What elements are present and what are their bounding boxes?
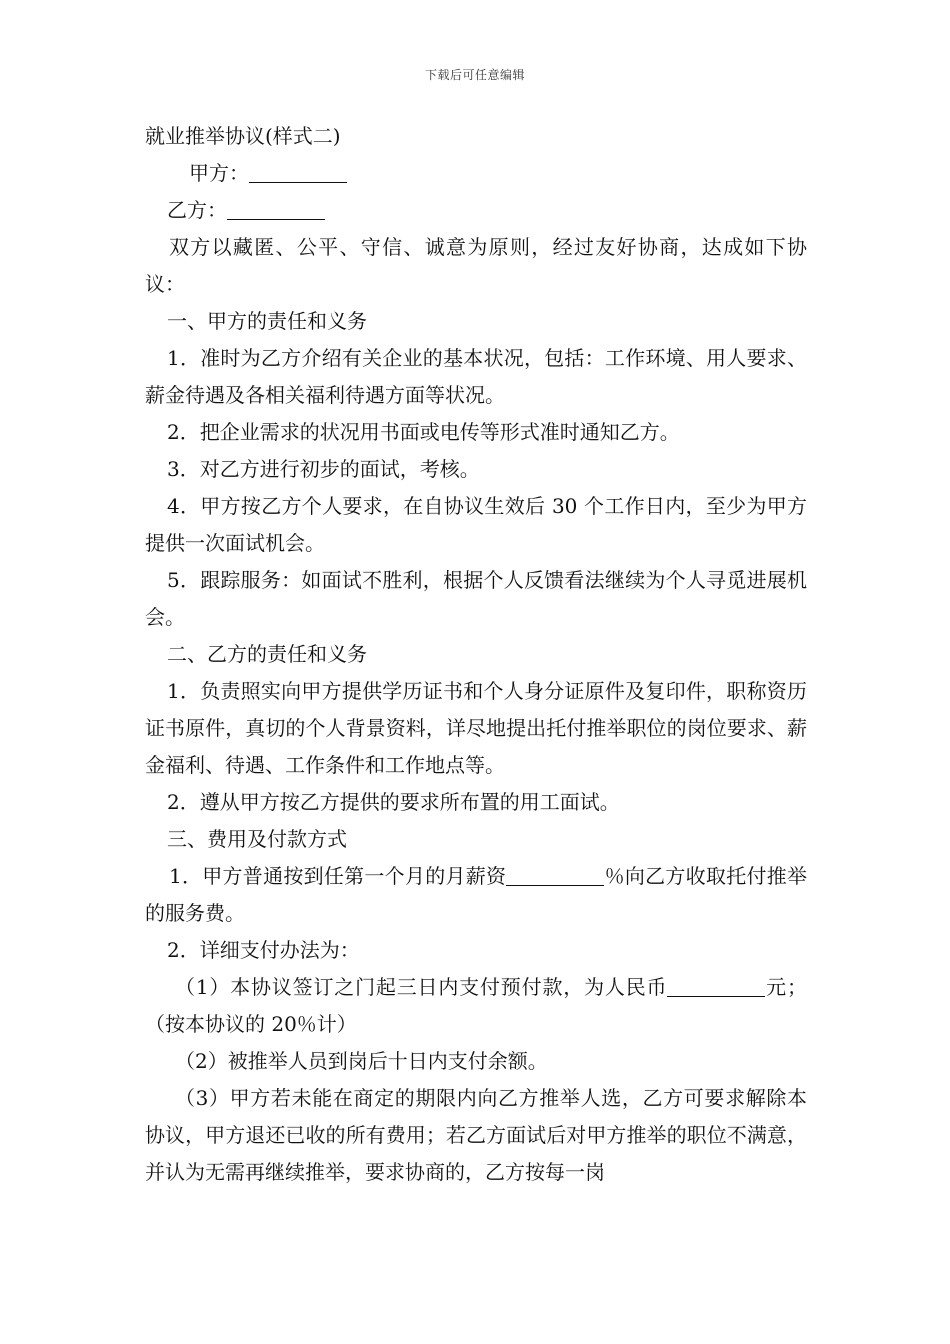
section3-item-1-before: 1．甲方普通按到任第一个月的月薪资 (169, 864, 507, 888)
section1-heading: 一、甲方的责任和义务 (167, 309, 367, 333)
section3-sub-1-before: （1）本协议签订之门起三日内支付预付款，为人民币 (175, 975, 668, 999)
section2-heading: 二、乙方的责任和义务 (167, 642, 367, 666)
page-header: 下载后可任意编辑 (424, 68, 525, 82)
party-b-label: 乙方： (167, 198, 227, 222)
section3-heading: 三、费用及付款方式 (167, 827, 347, 851)
section1-item-4: 4．甲方按乙方个人要求，在自协议生效后 30 个工作日内，至少为甲方提供一次面试机会。 (145, 494, 807, 555)
party-a-blank (249, 160, 347, 183)
document-title: 就业推举协议(样式二) (145, 124, 341, 148)
section3-item-1-after: ％向乙方收取托付推举的服务费。 (145, 864, 808, 925)
section1-item-5: 5．跟踪服务：如面试不胜利，根据个人反馈看法继续为个人寻觅进展机会。 (145, 568, 807, 629)
party-b-line (145, 192, 807, 229)
intro-paragraph: 双方以藏匿、公平、守信、诚意为原则，经过友好协商，达成如下协议： (145, 235, 807, 296)
section2-item-2: 2．遵从甲方按乙方提供的要求所布置的用工面试。 (167, 790, 620, 814)
section3-item-2: 2．详细支付办法为： (167, 938, 360, 962)
section1-item-2: 2．把企业需求的状况用书面或电传等形式准时通知乙方。 (167, 420, 680, 444)
party-a-label: 甲方： (189, 161, 249, 185)
section1-item-3: 3．对乙方进行初步的面试，考核。 (167, 457, 480, 481)
section1-item-1: 1．准时为乙方介绍有关企业的基本状况，包括：工作环境、用人要求、薪金待遇及各相关福利待遇方面等状况。 (145, 346, 807, 407)
party-b-blank (227, 197, 325, 220)
document-body (145, 118, 807, 1191)
section3-item-1 (145, 858, 807, 932)
section2-item-1: 1．负责照实向甲方提供学历证书和个人身分证原件及复印件，职称资历证书原件，真切的个人背景资料，详尽地提出托付推举职位的岗位要求、薪金福利、待遇、工作条件和工作地点等。 (145, 679, 807, 777)
section3-sub-1 (145, 969, 807, 1043)
prepayment-amount-blank (667, 974, 765, 997)
section3-sub-2: （2）被推举人员到岗后十日内支付余额。 (175, 1049, 548, 1073)
section3-sub-1-after: 元；（按本协议的 20％计） (145, 975, 807, 1036)
section3-sub-3: （3）甲方若未能在商定的期限内向乙方推举人选，乙方可要求解除本协议，甲方退还已收的所有费用；若乙方面试后对甲方推举的职位不满意，并认为无需再继续推举，要求协商的，乙方按每一岗 (145, 1086, 807, 1184)
party-a-line (145, 155, 807, 192)
fee-percent-blank (506, 863, 604, 886)
